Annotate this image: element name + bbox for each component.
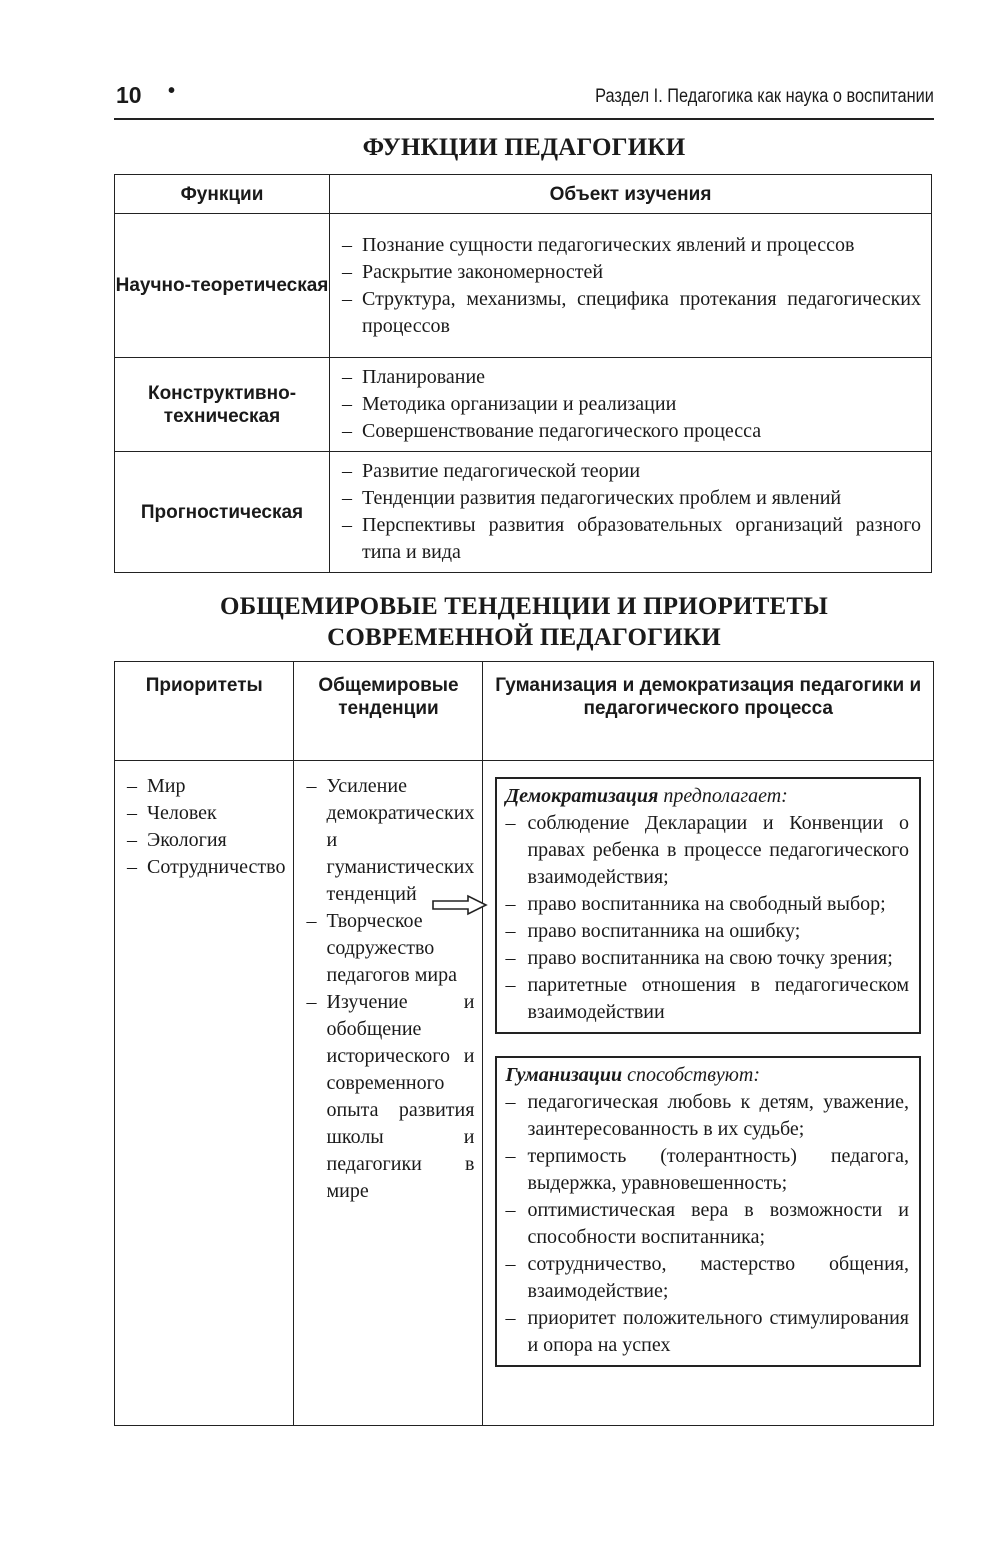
list-item: – Перспективы развития образовательных организаций разного типа и вида — [342, 512, 921, 566]
list-item: – право воспитанника на свою точку зрения; — [505, 945, 909, 972]
list-item: – Развитие педагогической теории — [342, 458, 921, 485]
functions-table — [114, 174, 932, 573]
list-item: – Мир — [127, 773, 285, 800]
list-item: – Структура, механизмы, специфика протекания педагогических процессов — [342, 286, 921, 340]
function-label: Конструктивно-техническая — [147, 382, 297, 427]
trends-title — [114, 591, 934, 653]
function-label: Прогностическая — [140, 501, 304, 523]
trends-title-line: СОВРЕМЕННОЙ ПЕДАГОГИКИ — [327, 624, 721, 651]
list-item: – Планирование — [342, 364, 921, 391]
democratization-lead — [505, 783, 909, 810]
humanization-lead — [505, 1062, 909, 1089]
trends-cell — [294, 761, 483, 1426]
function-objects — [330, 358, 932, 452]
running-header: Раздел I. Педагогика как наука о воспитании — [595, 86, 934, 107]
democratization-verb: предполагает: — [658, 785, 788, 807]
humanization-box — [495, 1056, 921, 1367]
header-bullet: • — [168, 80, 176, 102]
list-item: – право воспитанника на свободный выбор; — [505, 891, 909, 918]
list-item: – Человек — [127, 800, 285, 827]
arrow-right-icon — [432, 894, 488, 916]
function-label: Научно-теоретическая — [115, 275, 329, 296]
list-item: – оптимистическая вера в возможности и способности воспитанника; — [505, 1197, 909, 1251]
column-header-priorities: Приоритеты — [115, 662, 294, 761]
list-item: – Раскрытие закономерностей — [342, 259, 921, 286]
column-header-humanization: Гуманизация и демократизация педагогики и педагогического процесса — [483, 662, 934, 761]
trends-table-header — [115, 662, 934, 761]
list-item: – приоритет положительного стимулирования и опора на успех — [505, 1305, 909, 1359]
democratization-term: Демократизация — [505, 785, 659, 807]
humanization-term: Гуманизации — [505, 1064, 623, 1086]
trends-title-line: ОБЩЕМИРОВЫЕ ТЕНДЕНЦИИ И ПРИОРИТЕТЫ — [220, 593, 828, 620]
list-item: – соблюдение Декларации и Конвенции о правах ребенка в процессе педагогического взаимодействия; — [505, 810, 909, 891]
list-item: – Изучение и обобщение исторического и современного опыта развития школы и педагогики в мире — [306, 989, 474, 1205]
priorities-cell — [115, 761, 294, 1426]
function-name — [115, 214, 330, 358]
list-item: – Совершенствование педагогического процесса — [342, 418, 921, 445]
functions-title: ФУНКЦИИ ПЕДАГОГИКИ — [362, 134, 686, 161]
functions-table-header — [115, 175, 932, 214]
list-item: – право воспитанника на ошибку; — [505, 918, 909, 945]
list-item: – Творческое содружество педагогов мира — [306, 908, 474, 989]
list-item: – Тенденции развития педагогических проблем и явлений — [342, 485, 921, 512]
list-item: – терпимость (толерантность) педагога, выдержка, уравновешенность; — [505, 1143, 909, 1197]
democratization-box — [495, 777, 921, 1034]
list-item: – Сотрудничество — [127, 854, 285, 881]
function-name — [115, 452, 330, 573]
function-name — [115, 358, 330, 452]
humanization-cell — [483, 761, 934, 1426]
list-item: – сотрудничество, мастерство общения, взаимодействие; — [505, 1251, 909, 1305]
list-item: – Усиление демократических и гуманистических тенденций — [306, 773, 474, 908]
trends-table — [114, 661, 934, 1426]
table-row — [115, 452, 932, 573]
function-objects — [330, 214, 932, 358]
list-item: – педагогическая любовь к детям, уважение, заинтересованность в их судьбе; — [505, 1089, 909, 1143]
list-item: – Методика организации и реализации — [342, 391, 921, 418]
page-number: 10 — [116, 82, 142, 108]
table-row — [115, 214, 932, 358]
column-header-objects: Объект изучения — [330, 175, 932, 214]
list-item: – Познание сущности педагогических явлений и процессов — [342, 232, 921, 259]
list-item: – паритетные отношения в педагогическом взаимодействии — [505, 972, 909, 1026]
humanization-verb: способствуют: — [622, 1064, 761, 1086]
column-header-functions: Функции — [115, 175, 330, 214]
table-row — [115, 358, 932, 452]
list-item: – Экология — [127, 827, 285, 854]
function-objects — [330, 452, 932, 573]
header-rule — [114, 118, 934, 120]
table-row — [115, 761, 934, 1426]
column-header-trends: Общемировые тенденции — [294, 662, 483, 761]
